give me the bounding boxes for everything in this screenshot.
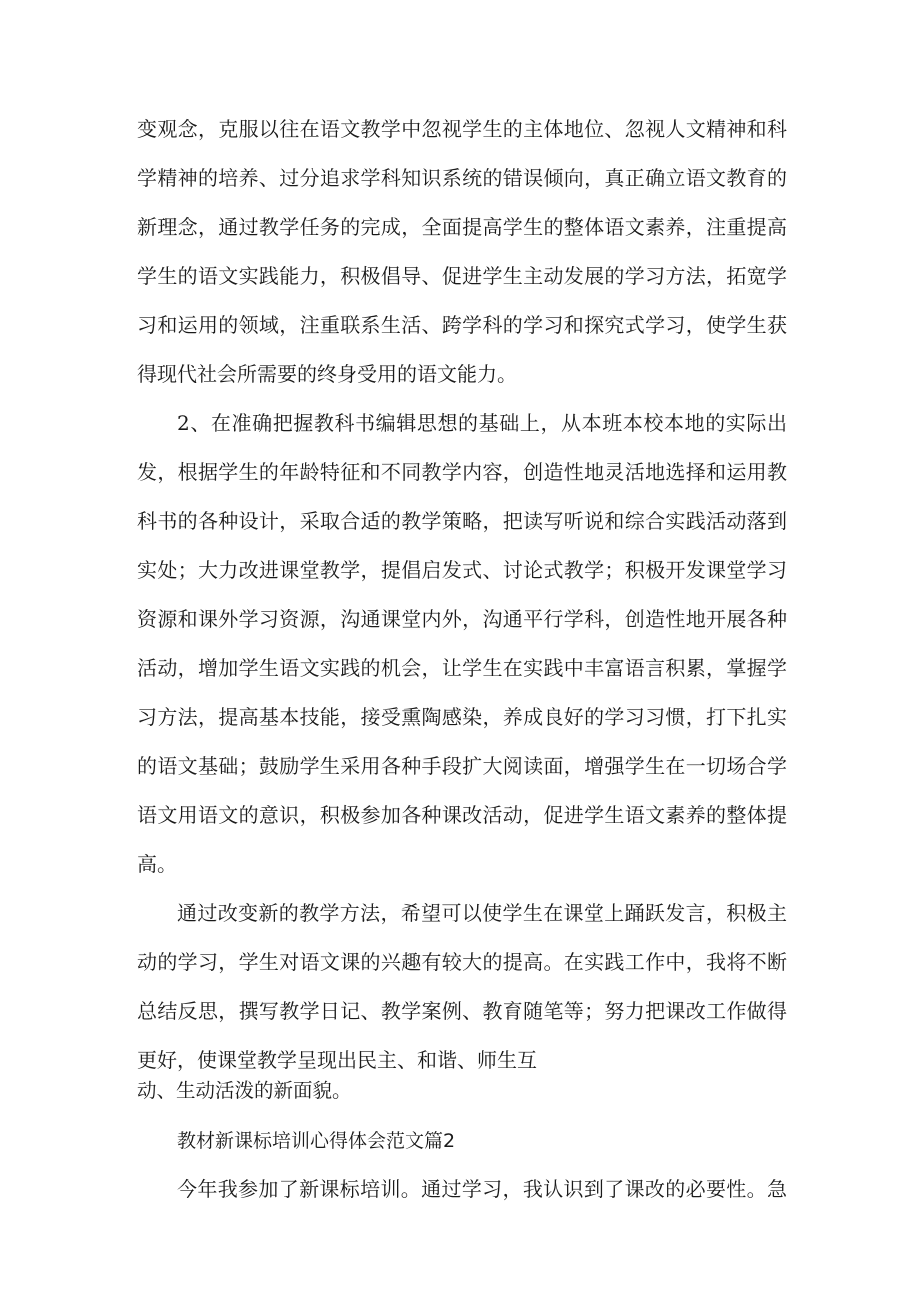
paragraph-3-line-4: 更好，使课堂教学呈现出民主、和谐、师生互 xyxy=(137,1048,537,1072)
paragraph-2-line-9: 语文用语文的意识，积极参加各种课改活动，促进学生语文素养的整体提 xyxy=(137,803,787,827)
paragraph-2-line-8: 的语文基础；鼓励学生采用各种手段扩大阅读面，增强学生在一切场合学 xyxy=(137,754,787,778)
paragraph-3-line-3: 总结反思，撰写教学日记、教学案例、教育随笔等；努力把课改工作做得 xyxy=(137,999,787,1023)
paragraph-4-line-1: 今年我参加了新课标培训。通过学习，我认识到了课改的必要性。急 xyxy=(177,1177,787,1201)
paragraph-2-line-3: 科书的各种设计，采取合适的教学策略，把读写听说和综合实践活动落到 xyxy=(137,509,787,533)
paragraph-2-line-7: 习方法，提高基本技能，接受熏陶感染，养成良好的学习习惯，打下扎实 xyxy=(137,705,787,729)
paragraph-2-line-6: 活动，增加学生语文实践的机会，让学生在实践中丰富语言积累，掌握学 xyxy=(137,656,787,680)
paragraph-1-line-1: 变观念，克服以往在语文教学中忽视学生的主体地位、忽视人文精神和科 xyxy=(137,117,787,141)
paragraph-1-line-2: 学精神的培养、过分追求学科知识系统的错误倾向，真正确立语文教育的 xyxy=(137,166,787,190)
paragraph-3-line-5: 动、生动活泼的新面貌。 xyxy=(137,1079,352,1102)
section-title: 教材新课标培训心得体会范文篇2 xyxy=(177,1130,456,1152)
paragraph-2-line-5: 资源和课外学习资源，沟通课堂内外，沟通平行学科，创造性地开展各种 xyxy=(137,607,787,631)
paragraph-3-line-2: 动的学习，学生对语文课的兴趣有较大的提高。在实践工作中，我将不断 xyxy=(137,950,787,974)
paragraph-1-line-4: 学生的语文实践能力，积极倡导、促进学生主动发展的学习方法，拓宽学 xyxy=(137,264,787,288)
paragraph-2-line-4: 实处；大力改进课堂教学，提倡启发式、讨论式教学；积极开发课堂学习 xyxy=(137,558,787,582)
paragraph-2-line-2: 发，根据学生的年龄特征和不同教学内容，创造性地灵活地选择和运用教 xyxy=(137,460,787,484)
paragraph-1-line-5: 习和运用的领域，注重联系生活、跨学科的学习和探究式学习，使学生获 xyxy=(137,313,787,337)
paragraph-1-line-6: 得现代社会所需要的终身受用的语文能力。 xyxy=(137,362,517,386)
paragraph-2-line-1: 2、在准确把握教科书编辑思想的基础上，从本班本校本地的实际出 xyxy=(177,411,787,435)
paragraph-2-line-10: 高。 xyxy=(137,852,177,876)
paragraph-3-line-1: 通过改变新的教学方法，希望可以使学生在课堂上踊跃发言，积极主 xyxy=(177,901,787,925)
paragraph-1-line-3: 新理念，通过教学任务的完成，全面提高学生的整体语文素养，注重提高 xyxy=(137,215,787,239)
